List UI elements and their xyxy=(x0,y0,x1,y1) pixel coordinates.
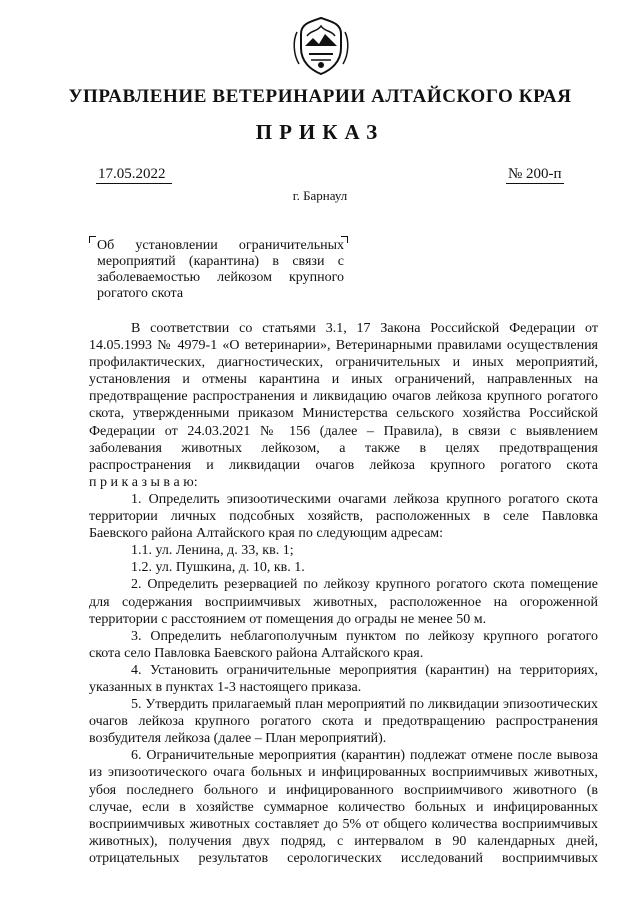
body-line: скота, утвержденными приказом Министерства сельского хозяйства Российской xyxy=(89,406,598,422)
subject-line: мероприятий (карантина) в связи с xyxy=(97,254,344,269)
document-subject xyxy=(97,238,344,302)
body-line: 4. Установить ограничительные мероприятия (карантин) на территориях, xyxy=(131,662,598,678)
body-line: животных), получения двух подряд, с интервалом в 90 календарных дней, xyxy=(89,833,598,849)
subject-line: заболеваемостью лейкозом крупного xyxy=(97,270,344,285)
body-line: возбудителя лейкоза (далее – План мероприятий). xyxy=(89,731,387,747)
body-line: установления и отмены карантина и иных ограничений, направленных на xyxy=(89,372,598,388)
body-line: скота село Павловка Баевского района Алтайского края. xyxy=(89,645,424,661)
body-line: случае, если в хозяйстве суммарное количество больных и инфицированных xyxy=(89,799,598,815)
document-date: 17.05.2022 xyxy=(96,166,172,184)
document-city: г. Барнаул xyxy=(292,188,348,203)
body-line: 2. Определить резервацией по лейкозу крупного рогатого скота помещение xyxy=(131,577,598,593)
body-line: п р и к а з ы в а ю: xyxy=(89,474,198,490)
body-line: для содержания восприимчивых животных, расположенное на огороженной xyxy=(89,594,598,610)
coat-of-arms-icon xyxy=(289,14,353,78)
body-line: 1.1. ул. Ленина, д. 33, кв. 1; xyxy=(131,543,294,559)
subject-line: Об установлении ограничительных xyxy=(97,238,344,253)
subject-bracket-left xyxy=(89,236,96,243)
body-line: 1.2. ул. Пушкина, д. 10, кв. 1. xyxy=(131,560,305,576)
body-line: убоя последнего больного и инфицированного восприимчивого животного (в xyxy=(89,782,598,798)
body-line: 1. Определить эпизоотическими очагами лейкоза крупного рогатого скота xyxy=(131,491,598,507)
body-line: 3. Определить неблагополучным пунктом по лейкозу крупного рогатого xyxy=(131,628,598,644)
body-line: Баевского района Алтайского края по следующим адресам: xyxy=(89,526,444,542)
body-line: из эпизоотического очага больных и инфицированных восприимчивых животных, xyxy=(89,765,598,781)
body-line: территории с расстоянием от помещения до ограды не менее 50 м. xyxy=(89,611,487,627)
body-line: заболевания животных лейкозом, а также в целях предотвращения xyxy=(89,440,598,456)
body-line: Федерации от 24.03.2021 № 156 (далее – Правила), в связи с выявлением xyxy=(89,423,598,439)
body-line: очагов лейкоза крупного рогатого скота и предотвращению распространения xyxy=(89,714,598,730)
document-type: ПРИКАЗ xyxy=(255,120,385,144)
body-line: отрицательных результатов серологических исследований восприимчивых xyxy=(89,850,598,866)
document-number: № 200-п xyxy=(508,166,562,182)
body-line: распространения и ликвидации очагов лейкоза крупного рогатого скота xyxy=(89,457,598,473)
body-line: восприимчивых животных составляет до 5% от общего количества восприимчивых xyxy=(89,816,598,832)
body-line: предотвращение распространения и ликвидацию очагов лейкоза крупного рогатого xyxy=(89,389,598,405)
body-line: В соответствии со статьями 3.1, 17 Закона Российской Федерации от xyxy=(131,321,598,336)
organization-name: УПРАВЛЕНИЕ ВЕТЕРИНАРИИ АЛТАЙСКОГО КРАЯ xyxy=(68,86,572,107)
body-line: 6. Ограничительные мероприятия (карантин) подлежат отмене после вывоза xyxy=(131,748,598,764)
document-body xyxy=(89,320,598,867)
subject-line: рогатого скота xyxy=(97,286,184,301)
body-line: 14.05.1993 № 4979-1 «О ветеринарии», Ветеринарными правилами осуществления xyxy=(89,338,598,354)
body-line: территории личных подсобных хозяйств, расположенных в селе Павловка xyxy=(89,509,598,525)
body-line: профилактических, диагностических, ограничительных и иных мероприятий, xyxy=(89,355,598,371)
body-line: указанных в пунктах 1-3 настоящего приказа. xyxy=(89,679,362,695)
body-line: 5. Утвердить прилагаемый план мероприятий по ликвидации эпизоотических xyxy=(131,697,598,713)
